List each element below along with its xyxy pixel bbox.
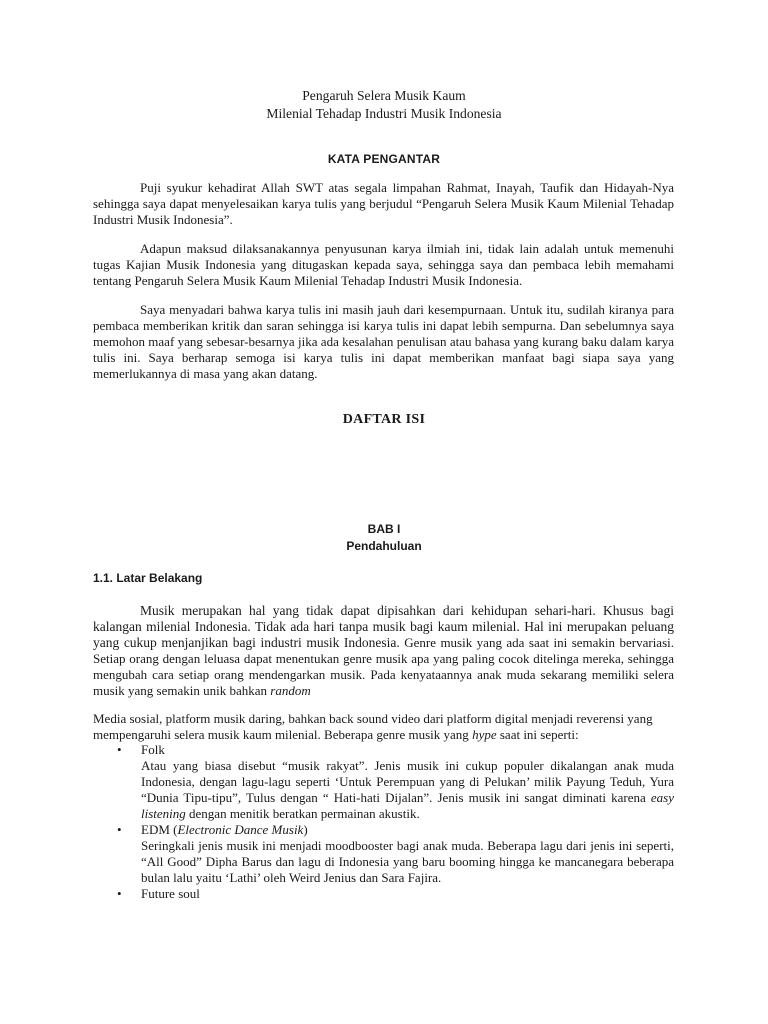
list-item-description: [141, 758, 674, 822]
list-item: [93, 742, 674, 822]
b1-text-a: Musik merupakan hal yang tidak dapat dipisahkan dari kehidupan sehari-hari. Khusus bagi kalangan milenial Indonesia. Tidak ada hari tanpa musik bagi kaum milenial. Hal ini merupakan peluang yang cukup menjanjikan bagi industri musik Indonesia.: [93, 603, 674, 650]
p1-text-title: Pengaruh Selera Musik Kaum Milenial Tehadap Industri Musik Indonesia: [93, 196, 674, 227]
li2-title-a: EDM (: [141, 822, 178, 837]
title-line-1: Pengaruh Selera Musik Kaum: [302, 88, 466, 103]
paragraph-intro-1: [93, 180, 674, 228]
b2-text-a: Media sosial, platform musik daring, bahkan back sound video dari platform digital menjadi reverensi yang mempengaruhi selera musik kaum milenial. Beberapa genre musik yang: [93, 711, 653, 742]
b1-text-random: random: [270, 683, 311, 698]
li1-text-c: dengan menitik beratkan permainan akustik.: [185, 806, 420, 821]
chapter-title: Pendahuluan: [346, 539, 422, 553]
p1-text-c: ”.: [223, 212, 233, 227]
heading-daftar-isi: DAFTAR ISI: [342, 412, 426, 427]
list-item-description: Seringkali jenis musik ini menjadi moodbooster bagi anak muda. Beberapa lagu dari jenis ini seperti, “All Good” Dipha Barus dan lagu di Indonesia yang baru booming hingga ke mancanegara beberapa bulan lalu yaitu ‘Lathi’ oleh Weird Jenius dan Sara Fajira.: [141, 838, 674, 885]
chapter-number: BAB I: [367, 522, 401, 536]
li1-text-easy-listening: easy listening: [141, 790, 674, 821]
p2-text-title: Pengaruh Selera Musik Kaum Milenial Tehadap Industri Musik Indonesia: [134, 273, 519, 288]
paragraph-background-1: [93, 603, 674, 699]
p2-text-a: Adapun maksud dilaksanakannya penyusunan karya ilmiah ini, tidak lain adalah untuk memenuhi tugas Kajian Musik Indonesia yang ditugaskan kepada saya, sehingga saya dan pembaca lebih memahami tentang: [93, 241, 674, 288]
heading-kata-pengantar: KATA PENGANTAR: [327, 152, 441, 166]
list-item-title: Future soul: [141, 886, 200, 901]
b2-text-c: saat ini seperti:: [496, 727, 579, 742]
paragraph-intro-2: [93, 241, 674, 289]
b2-text-hype: hype: [472, 727, 497, 742]
paragraph-intro-3: Saya menyadari bahwa karya tulis ini masih jauh dari kesempurnaan. Untuk itu, sudilah kiranya para pembaca memberikan kritik dan saran sehingga isi karya tulis ini dapat lebih sempurna. Dan sebelumnya saya memohon maaf yang sebesar-besarnya jika ada kesalahan penulisan atau bahasa yang kurang baku dalam karya tulis ini. Saya berharap semoga isi karya tulis ini dapat memberikan manfaat bagi siapa saya yang memerlukannya di masa yang akan datang.: [93, 302, 674, 381]
b1-text-b: Genre musik yang ada saat ini semakin bervariasi. Setiap orang dengan leluasa dapat menentukan genre musik apa yang paling cocok ditelinga mereka, sehingga mengubah cara setiap orang mendengarkan musik. Pada kenyataannya anak muda sekarang memiliki selera musik yang semakin unik bahkan: [93, 635, 674, 698]
li2-title-italic: Electronic Dance Musik: [177, 822, 304, 837]
list-item-title: Folk: [141, 742, 165, 757]
li1-text-a: Atau yang biasa disebut “musik rakyat”. Jenis musik ini cukup populer dikalangan anak muda Indonesia, dengan lagu-lagu seperti ‘Untuk Perempuan yang di Pelukan’ milik Payung Teduh, Yura “Dunia Tipu-tipu”, Tulus dengan “ Hati-hati Dijalan”. Jenis musik ini sangat diminati karena: [141, 758, 674, 805]
list-item: [93, 886, 674, 902]
p1-text-a: Puji syukur kehadirat Allah SWT atas segala limpahan Rahmat, Inayah, Taufik dan Hidayah-Nya sehingga saya dapat menyelesaikan karya tulis yang berjudul “: [93, 180, 674, 211]
bullet-icon: •: [117, 742, 122, 757]
list-item-title: [141, 822, 674, 838]
document-title: [0, 87, 768, 123]
li2-title-c: ): [303, 822, 308, 837]
chapter-heading: [0, 521, 768, 555]
bullet-icon: •: [117, 822, 122, 837]
list-item: [93, 822, 674, 886]
section-heading: 1.1. Latar Belakang: [93, 571, 203, 585]
p2-text-c: .: [518, 273, 523, 288]
title-line-2: Milenial Tehadap Industri Musik Indonesia: [266, 106, 502, 121]
bullet-icon: •: [117, 886, 122, 901]
paragraph-background-2: [93, 711, 674, 743]
genre-list: [93, 742, 674, 902]
